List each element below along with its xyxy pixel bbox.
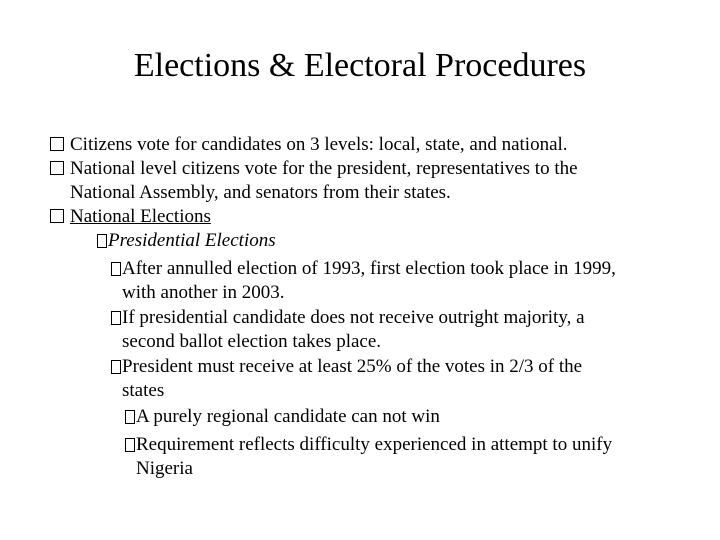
list-item: [50, 157, 578, 205]
list-item: [50, 205, 211, 229]
bullet-text: A purely regional candidate can not win: [136, 406, 440, 427]
bullet-text: Requirement reflects difficulty experienced in attempt to unify: [136, 434, 613, 455]
bullet-text: states: [122, 380, 165, 401]
bullet-text: If presidential candidate does not receive outright majority, a: [122, 307, 585, 328]
bullet-text: Presidential Elections: [108, 230, 276, 251]
bullet-text: National level citizens vote for the president, representatives to the: [70, 158, 578, 179]
list-item: [111, 257, 616, 305]
list-item: [125, 405, 440, 429]
missing-glyph-bullet-icon: [125, 410, 135, 424]
national-elections-link[interactable]: National Elections: [70, 206, 211, 227]
missing-glyph-bullet-icon: [111, 360, 121, 374]
missing-glyph-bullet-icon: [111, 262, 121, 276]
bullet-text: Nigeria: [136, 458, 193, 479]
square-bullet-icon: [50, 209, 64, 223]
bullet-text: Citizens vote for candidates on 3 levels: local, state, and national.: [70, 134, 568, 155]
bullet-text: with another in 2003.: [122, 282, 285, 303]
list-item: [111, 306, 585, 354]
bullet-text: National Assembly, and senators from their states.: [70, 182, 451, 203]
list-item: [97, 229, 276, 253]
missing-glyph-bullet-icon: [125, 438, 135, 452]
list-item: [50, 133, 568, 157]
bullet-text: After annulled election of 1993, first election took place in 1999,: [122, 258, 616, 279]
square-bullet-icon: [50, 137, 64, 151]
list-item: [125, 433, 612, 481]
square-bullet-icon: [50, 161, 64, 175]
bullet-text: President must receive at least 25% of the votes in 2/3 of the: [122, 356, 583, 377]
missing-glyph-bullet-icon: [111, 311, 121, 325]
list-item: [111, 355, 582, 403]
missing-glyph-bullet-icon: [97, 234, 107, 248]
bullet-text: second ballot election takes place.: [122, 331, 382, 352]
slide-title: Elections & Electoral Procedures: [133, 47, 587, 84]
